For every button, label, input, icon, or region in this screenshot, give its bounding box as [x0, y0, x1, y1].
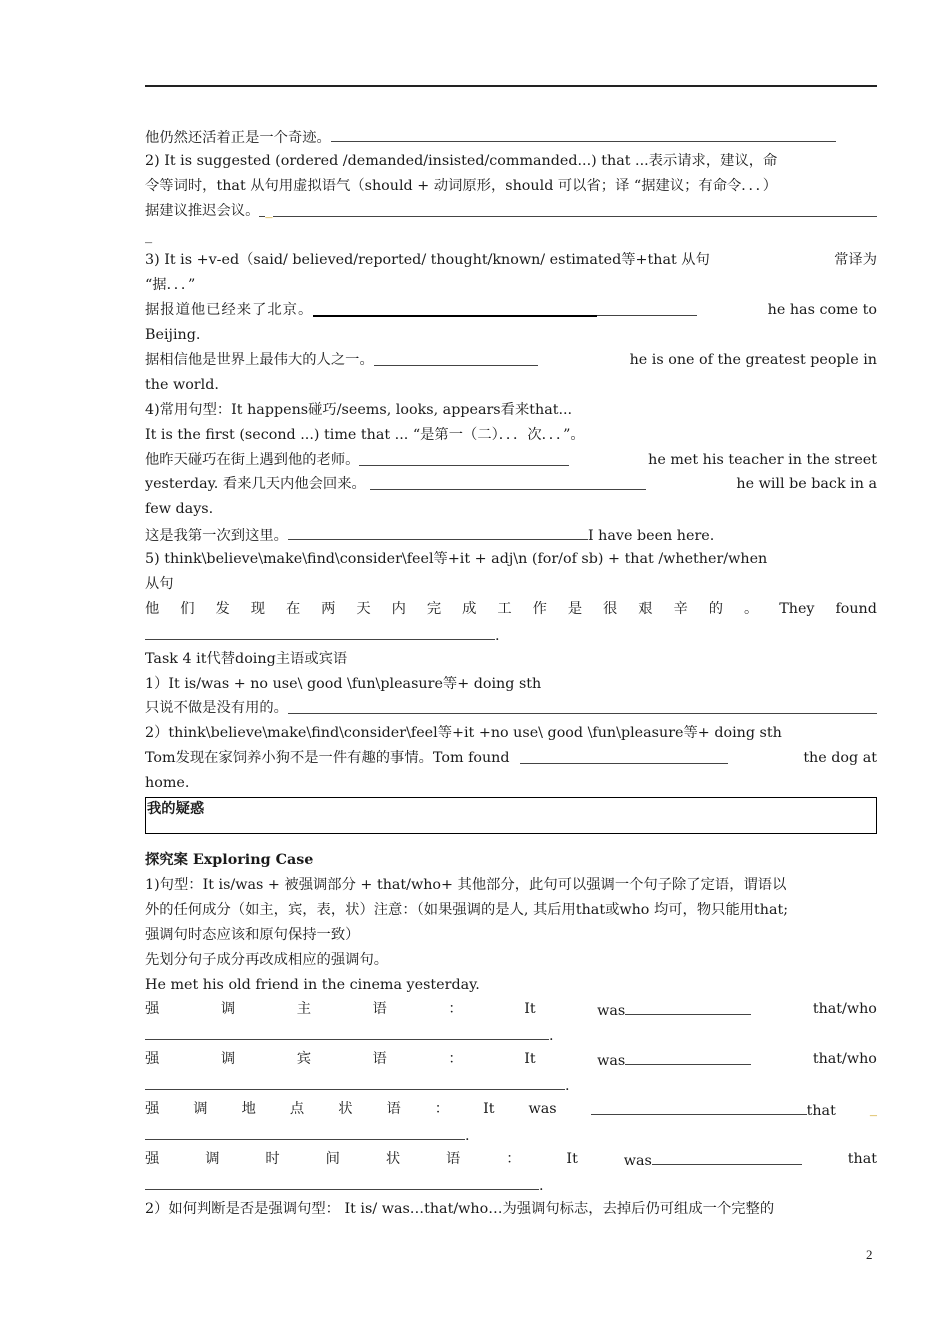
spread-token: that/who: [812, 1051, 877, 1068]
text-line: yesterday. 看来几天内他会回来。 he will be back in a: [145, 472, 877, 497]
spread-token: 艰: [638, 600, 653, 617]
spread-token: 语: [372, 1051, 387, 1068]
text-line: 5) think\believe\make\find\consider\feel等+it + adj\n (for/of sb) + that /whether/when: [145, 551, 768, 568]
spread-token: 是: [567, 600, 583, 617]
was-with-blank: [597, 997, 751, 1022]
spread-token: 语: [446, 1150, 461, 1167]
spread-token: 强: [145, 1100, 160, 1117]
spread-line: [145, 1047, 877, 1072]
text-line: “据．．．”: [145, 277, 196, 294]
text-line: home.: [145, 775, 190, 792]
answer-blank[interactable]: [591, 1097, 807, 1115]
trailing-mark: _: [869, 1100, 877, 1117]
text-line: .: [145, 1072, 877, 1097]
spread-token: 状: [338, 1100, 353, 1117]
worksheet-body: [145, 124, 877, 1221]
text-line: 外的任何成分（如主，宾，表，状）注意：（如果强调的是人, 其后用that或who 均可，物只能用that;: [145, 901, 789, 918]
text-line: _: [145, 227, 153, 244]
spread-token: 现: [250, 600, 265, 617]
spread-token: 两: [321, 600, 336, 617]
answer-blank[interactable]: [597, 298, 697, 316]
text-line: 令等词时，that 从句用虚拟语气（should + 动词原形，should 可以省；译 “据建议；有命令．．．）: [145, 177, 778, 194]
spread-token: that: [806, 1102, 836, 1119]
text-line: 4)常用句型：It happens碰巧/seems, looks, appears看来that...: [145, 401, 573, 418]
text-line: few days.: [145, 501, 214, 518]
spread-token: They: [779, 600, 815, 617]
spread-token: ：: [448, 1001, 463, 1018]
spread-token: that: [847, 1150, 877, 1167]
text-line: Beijing.: [145, 327, 201, 344]
spread-token: 工: [497, 600, 512, 617]
was-with-blank: [624, 1147, 802, 1172]
spread-token: 强: [145, 1001, 160, 1018]
answer-blank[interactable]: [520, 746, 728, 764]
spread-token: 的: [708, 600, 724, 617]
spread-token: 状: [385, 1150, 401, 1167]
spread-token: 发: [215, 600, 230, 617]
text-line: 这是我第一次到这里。 I have been here.: [145, 522, 877, 547]
was-with-blank: [528, 1097, 556, 1122]
spread-token: 调: [193, 1100, 208, 1117]
answer-blank[interactable]: [145, 1172, 539, 1190]
page-number: 2: [866, 1247, 873, 1262]
text-line: 据相信他是世界上最伟大的人之一。 he is one of the greatest people in: [145, 348, 877, 373]
text-line: 强调句时态应该和原句保持一致）: [145, 926, 360, 943]
spread-token: 调: [220, 1001, 236, 1018]
text-line: 据报道他已经来了北京。 he has come to: [145, 298, 877, 323]
spread-token: was: [528, 1100, 557, 1117]
spread-token: was: [597, 1053, 626, 1070]
spread-token: It: [524, 1051, 536, 1068]
doubts-box[interactable]: 我的疑惑: [145, 797, 877, 834]
spread-token: 调: [220, 1051, 236, 1068]
blank-then-that: [591, 1097, 836, 1122]
spread-token: found: [835, 600, 877, 617]
spread-token: 语: [372, 1001, 387, 1018]
answer-blank[interactable]: [625, 1047, 751, 1065]
spread-token: 成: [462, 600, 477, 617]
answer-blank[interactable]: [625, 997, 751, 1015]
text-line: 他仍然还活着正是一个奇迹。: [145, 124, 877, 149]
spread-token: 。: [743, 600, 759, 617]
spread-token: 辛: [673, 600, 688, 617]
spread-token: 点: [289, 1100, 305, 1117]
answer-blank[interactable]: [374, 348, 538, 366]
spread-token: 主: [296, 1001, 311, 1018]
spread-token: 很: [603, 600, 618, 617]
text-line: .: [145, 1022, 877, 1047]
text-line: 他昨天碰巧在街上遇到他的老师。 he met his teacher in the street: [145, 448, 877, 473]
spread-line: [145, 1147, 877, 1172]
spread-token: It: [524, 1001, 536, 1018]
spread-token: 间: [325, 1150, 340, 1167]
text-line: .: [145, 1172, 877, 1197]
text-line: the world.: [145, 376, 219, 393]
spread-token: 内: [391, 600, 406, 617]
text-line: He met his old friend in the cinema yesterday.: [145, 976, 480, 993]
header-rule: [145, 85, 877, 87]
answer-blank[interactable]: [359, 448, 569, 466]
text-line: 2) It is suggested (ordered /demanded/insisted/commanded...) that ...表示请求，建议，命: [145, 152, 778, 169]
answer-blank[interactable]: [652, 1147, 802, 1165]
spread-line: [145, 597, 877, 622]
answer-blank[interactable]: [145, 1072, 565, 1090]
answer-blank[interactable]: [145, 622, 495, 640]
spread-token: was: [623, 1152, 652, 1169]
spread-token: 宾: [296, 1051, 311, 1068]
answer-blank[interactable]: [370, 472, 646, 490]
spread-token: 们: [180, 600, 195, 617]
spread-token: was: [597, 1003, 626, 1020]
answer-blank[interactable]: [145, 1122, 465, 1140]
answer-blank[interactable]: [331, 124, 836, 142]
spread-token: 时: [265, 1150, 280, 1167]
spread-token: 他: [145, 600, 160, 617]
text-line: 2）think\believe\make\find\consider\feel等+it +no use\ good \fun\pleasure等+ doing sth: [145, 725, 782, 742]
text-line: 3) It is +v-ed（said/ believed/reported/ thought/known/ estimated等+that 从句 常译为: [145, 252, 877, 269]
spread-token: 强: [145, 1150, 160, 1167]
answer-blank[interactable]: [288, 696, 877, 714]
spread-token: ：: [434, 1100, 450, 1117]
spread-token: It: [566, 1150, 578, 1167]
text-line: 1)句型：It is/was + 被强调部分 + that/who+ 其他部分，此句可以强调一个句子除了定语，谓语以: [145, 876, 787, 893]
answer-blank[interactable]: [145, 1022, 549, 1040]
task-heading: Task 4 it代替doing主语或宾语: [145, 650, 348, 667]
text-line: 从句: [145, 576, 174, 593]
text-line: Tom发现在家饲养小狗不是一件有趣的事情。Tom found the dog at: [145, 746, 877, 771]
text-line: 2）如何判断是否是强调句型： It is/ was…that/who…为强调句标志，去掉后仍可组成一个完整的: [145, 1200, 775, 1217]
text-line: It is the first (second ...) time that ... “是第一（二）．．．次．．．”。: [145, 426, 585, 443]
spread-token: 完: [426, 600, 442, 617]
spread-line: [145, 1097, 877, 1122]
text-line: 只说不做是没有用的。: [145, 696, 877, 721]
spread-token: ：: [448, 1051, 463, 1068]
answer-blank[interactable]: [288, 522, 588, 540]
spread-token: It: [483, 1100, 495, 1117]
text-line: .: [145, 1122, 877, 1147]
text-line: .: [145, 622, 877, 647]
section-title: 探究案 Exploring Case: [145, 852, 314, 869]
text-line: 1）It is/was + no use\ good \fun\pleasure等+ doing sth: [145, 675, 542, 692]
spread-token: ：: [506, 1150, 521, 1167]
spread-token: 强: [145, 1051, 160, 1068]
was-with-blank: [597, 1047, 751, 1072]
spread-token: 作: [532, 600, 547, 617]
spread-token: that/who: [812, 1001, 877, 1018]
text-line: 据建议推迟会议。 _: [145, 199, 877, 224]
spread-line: [145, 997, 877, 1022]
spread-token: 天: [356, 600, 371, 617]
answer-blank[interactable]: [313, 298, 597, 317]
spread-token: 调: [205, 1150, 220, 1167]
answer-blank[interactable]: [273, 199, 877, 217]
text-line: 先划分句子成分再改成相应的强调句。: [145, 951, 389, 968]
spread-token: 地: [241, 1100, 256, 1117]
spread-token: 语: [386, 1100, 401, 1117]
spread-token: 在: [285, 600, 301, 617]
